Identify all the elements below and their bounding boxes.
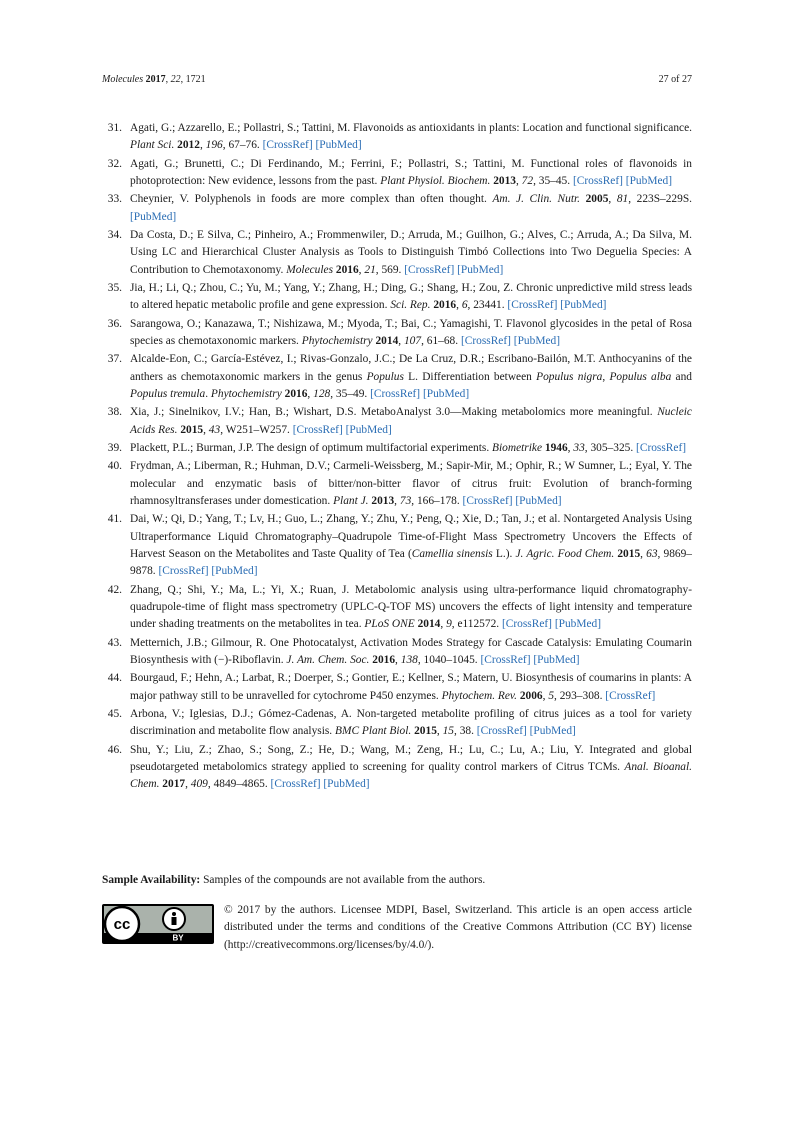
reference-36: 36. Sarangowa, O.; Kanazawa, T.; Nishizawa, M.; Myoda, T.; Bai, C.; Yamagishi, T. Flavonol glycosides in the petal of Rosa species as chemotaxonomic markers. Phytochemistry 2014, 107, 61–68. [CrossRef] [PubMed] <box>102 316 692 351</box>
reference-45: 45. Arbona, V.; Iglesias, D.J.; Gómez-Cadenas, A. Non-targeted metabolite profiling of citrus juices as a tool for variety discrimination and metabolite flow analysis. BMC Plant Biol. 2015, 15, 38. [CrossRef] [PubMed] <box>102 706 692 741</box>
reference-33: 33. Cheynier, V. Polyphenols in foods are more complex than often thought. Am. J. Clin. Nutr. 2005, 81, 223S–229S. [PubMed] <box>102 191 692 226</box>
crossref-link[interactable]: [CrossRef] <box>507 299 558 312</box>
reference-number: 32. <box>107 157 122 170</box>
reference-37: 37. Alcalde-Eon, C.; García-Estévez, I.; Rivas-Gonzalo, J.C.; De La Cruz, D.R.; Escribano-Bailón, M.T. Anthocyanins of the anthers as chemotaxonomic markers in the genus Populus L. Differentiation between Populus nigra, Populus alba and Populus tremula. Phytochemistry 2016, 128, 35–49. [CrossRef] [PubMed] <box>102 351 692 403</box>
reference-number: 45. <box>107 708 122 721</box>
reference-34: 34. Da Costa, D.; E Silva, C.; Pinheiro, A.; Frommenwiler, D.; Arruda, M.; Guilhon, G.; Alves, C.; Arruda, A.; Da Silva, M. Using LC and Hierarchical Cluster Analysis as Tools to Distinguish Timbó Collections into Two Deguelia Species: A Contribution to Chemotaxonomy. Molecules 2016, 21, 569. [CrossRef] [PubMed] <box>102 227 692 279</box>
reference-list <box>102 120 692 795</box>
header-volume: 22 <box>170 74 181 85</box>
crossref-link[interactable]: [CrossRef] <box>605 689 656 702</box>
crossref-link[interactable]: [CrossRef] <box>462 495 513 508</box>
crossref-link[interactable]: [CrossRef] <box>404 263 455 276</box>
reference-38: 38. Xia, J.; Sinelnikov, I.V.; Han, B.; Wishart, D.S. MetaboAnalyst 3.0—Making metabolomics more meaningful. Nucleic Acids Res. 2015, 43, W251–W257. [CrossRef] [PubMed] <box>102 404 692 439</box>
crossref-link[interactable]: [CrossRef] <box>370 388 421 401</box>
crossref-link[interactable]: [CrossRef] <box>262 139 313 152</box>
pubmed-link[interactable]: [PubMed] <box>323 778 370 791</box>
reference-number: 41. <box>107 513 122 526</box>
pubmed-link[interactable]: [PubMed] <box>554 618 602 631</box>
pubmed-link[interactable]: [PubMed] <box>130 210 177 223</box>
reference-number: 40. <box>107 460 122 473</box>
reference-number: 36. <box>107 317 122 330</box>
pubmed-link[interactable]: [PubMed] <box>457 263 504 276</box>
crossref-link[interactable]: [CrossRef] <box>460 335 511 348</box>
reference-43: 43. Metternich, J.B.; Gilmour, R. One Photocatalyst, Activation Modes Strategy for Cascade Catalysis: Emulating Coumarin Biosynthesis with (−)-Riboflavin. J. Am. Chem. Soc. 2016, 138, 1040–1045. [CrossRef] [PubMed] <box>102 635 692 670</box>
reference-41: 41. Dai, W.; Qi, D.; Yang, T.; Lv, H.; Guo, L.; Zhang, Y.; Zhu, Y.; Peng, Q.; Xie, D.; Tan, J.; et al. Nontargeted Analysis Using Ultraperformance Liquid Chromatography–Quadrupole Time-of-Flight Mass Spectrometry Uncovers the Effects of Harvest Season on the Metabolites and Taste Quality of Tea (Camellia sinensis L.). J. Agric. Food Chem. 2015, 63, 9869–9878. [CrossRef] [PubMed] <box>102 511 692 580</box>
crossref-link[interactable]: [CrossRef] <box>476 725 527 738</box>
reference-number: 34. <box>107 229 122 242</box>
reference-number: 39. <box>107 442 122 455</box>
crossref-link[interactable]: [CrossRef] <box>480 654 531 667</box>
crossref-link[interactable]: [CrossRef] <box>270 778 321 791</box>
crossref-link[interactable]: [CrossRef] <box>572 174 623 187</box>
pubmed-link[interactable]: [PubMed] <box>315 139 362 152</box>
page-number: 27 of 27 <box>658 74 692 85</box>
header-citation: Molecules 2017, 22, 1721 <box>102 74 206 85</box>
reference-39: 39. Plackett, P.L.; Burman, J.P. The design of optimum multifactorial experiments. Biometrike 1946, 33, 305–325. [CrossRef] <box>102 440 692 457</box>
pubmed-link[interactable]: [PubMed] <box>513 335 560 348</box>
pubmed-link[interactable]: [PubMed] <box>515 495 562 508</box>
header-journal: Molecules <box>102 74 144 85</box>
reference-number: 46. <box>107 743 122 756</box>
crossref-link[interactable]: [CrossRef] <box>292 423 343 436</box>
pubmed-link[interactable]: [PubMed] <box>560 299 607 312</box>
reference-32: 32. Agati, G.; Brunetti, C.; Di Ferdinando, M.; Ferrini, F.; Pollastri, S.; Tattini, M. Functional roles of flavonoids in photoprotection: New evidence, lessons from the past. Plant Physiol. Biochem. 2013, 72, 35–45. [CrossRef] [PubMed] <box>102 156 692 191</box>
license-block <box>102 902 692 962</box>
reference-42: 42. Zhang, Q.; Shi, Y.; Ma, L.; Yi, X.; Ruan, J. Metabolomic analysis using ultra-performance liquid chromatography-quadrupole-time of flight mass spectrometry (UPLC-Q-TOF MS) uncovers the effects of light intensity and temperature under shading treatments on the metabolites in tea. PLoS ONE 2014, 9, e112572. [CrossRef] [PubMed] <box>102 582 692 634</box>
reference-44: 44. Bourgaud, F.; Hehn, A.; Larbat, R.; Doerper, S.; Gontier, E.; Kellner, S.; Matern, U. Biosynthesis of coumarins in plants: A major pathway still to be unravelled for cytochrome P450 enzymes. Phytochem. Rev. 2006, 5, 293–308. [CrossRef] <box>102 670 692 705</box>
by-text: BY <box>172 933 184 943</box>
pubmed-link[interactable]: [PubMed] <box>345 423 392 436</box>
reference-number: 38. <box>107 406 122 419</box>
pubmed-link[interactable]: [PubMed] <box>533 654 580 667</box>
crossref-link[interactable]: [CrossRef] <box>158 565 209 578</box>
cc-by-license-badge[interactable] <box>102 904 214 944</box>
reference-35: 35. Jia, H.; Li, Q.; Zhou, C.; Yu, M.; Yang, Y.; Zhang, H.; Ding, G.; Shang, H.; Zou, Z. Chronic unpredictive mild stress leads to altered hepatic metabolic profile and gene expression. Sci. Rep. 2016, 6, 23441. [CrossRef] [PubMed] <box>102 280 692 315</box>
reference-40: 40. Frydman, A.; Liberman, R.; Huhman, D.V.; Carmeli-Weissberg, M.; Sapir-Mir, M.; Ophir, R.; W Sumner, L.; Eyal, Y. The molecular and enzymatic basis of bitter/non-bitter flavor of citrus fruit: Evolution of branch-forming rhamnosyltransferases under domestication. Plant J. 2013, 73, 166–178. [CrossRef] [PubMed] <box>102 458 692 510</box>
pubmed-link[interactable]: [PubMed] <box>529 725 576 738</box>
reference-number: 35. <box>107 282 122 295</box>
license-text: © 2017 by the authors. Licensee MDPI, Basel, Switzerland. This article is an open access article distributed under the terms and conditions of the Creative Commons Attribution (CC BY) license (http://creativecommons.org/licenses/by/4.0/). <box>224 904 692 951</box>
reference-46: 46. Shu, Y.; Liu, Z.; Zhao, S.; Song, Z.; He, D.; Wang, M.; Zeng, H.; Lu, C.; Lu, A.; Liu, Y. Integrated and global pseudotargeted metabolomics strategy applied to screening for quality control markers of Citrus TCMs. Anal. Bioanal. Chem. 2017, 409, 4849–4865. [CrossRef] [PubMed] <box>102 742 692 794</box>
reference-number: 43. <box>107 636 122 649</box>
sample-availability <box>102 872 692 889</box>
reference-number: 44. <box>107 672 122 685</box>
cc-text: cc <box>113 916 131 933</box>
pubmed-link[interactable]: [PubMed] <box>625 174 672 187</box>
reference-number: 33. <box>107 193 122 206</box>
reference-number: 31. <box>107 122 122 134</box>
pubmed-link[interactable]: [PubMed] <box>211 565 258 578</box>
crossref-link[interactable]: [CrossRef] <box>636 442 687 455</box>
pubmed-link[interactable]: [PubMed] <box>422 388 470 401</box>
reference-number: 37. <box>107 353 122 366</box>
availability-text: Samples of the compounds are not available from the authors. <box>203 874 486 886</box>
header-article: 1721 <box>185 74 206 85</box>
availability-label: Sample Availability: <box>102 874 201 886</box>
running-header <box>102 74 692 88</box>
reference-31: 31. Agati, G.; Azzarello, E.; Pollastri, S.; Tattini, M. Flavonoids as antioxidants in plants: Location and functional significance. Plant Sci. 2012, 196, 67–76. [CrossRef] [PubMed] <box>102 120 692 155</box>
reference-number: 42. <box>107 583 122 596</box>
crossref-link[interactable]: [CrossRef] <box>501 618 552 631</box>
header-year: 2017 <box>145 74 166 85</box>
